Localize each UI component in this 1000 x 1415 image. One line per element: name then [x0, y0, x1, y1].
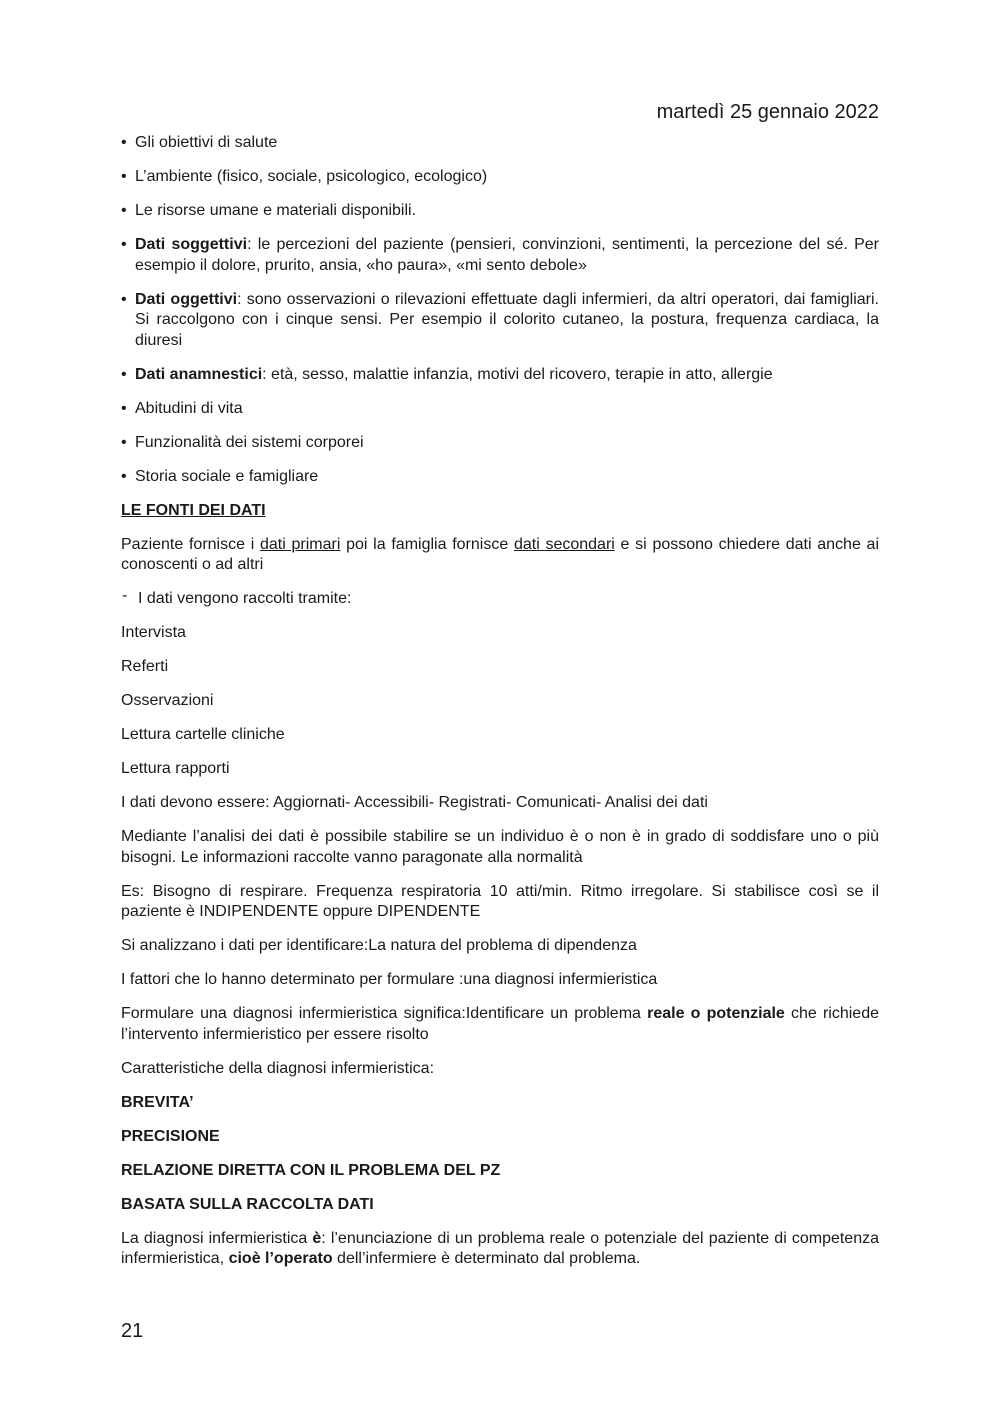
bullet-text: : sono osservazioni o rilevazioni effettuate dagli infermieri, da altri operatori, dai famigliari. Si raccolgono con i cinque sensi. Per esempio il colorito cutaneo, la postura, frequenza cardiaca, la diuresi [135, 290, 879, 349]
paragraph [121, 1004, 879, 1045]
method-item: Lettura cartelle cliniche [121, 726, 285, 743]
text-run: dell’infermiere è determinato dal problema. [332, 1250, 641, 1267]
bold-term: reale o potenziale [647, 1005, 785, 1022]
paragraph: I fattori che lo hanno determinato per formulare :una diagnosi infermieristica [121, 971, 658, 988]
paragraph: Caratteristiche della diagnosi infermieristica: [121, 1059, 435, 1077]
paragraph [121, 535, 879, 576]
bullet-item: • Storia sociale e famigliare [121, 467, 879, 488]
characteristic-item: BASATA SULLA RACCOLTA DATI [121, 1195, 374, 1213]
method-item: Osservazioni [121, 692, 214, 709]
bold-term: è [312, 1229, 322, 1247]
underlined-term: dati primari [260, 535, 341, 553]
bold-term: Dati oggettivi [135, 290, 238, 308]
text-run: che richiede l’intervento infermieristico per essere risolto [121, 1005, 879, 1043]
bullet-item: • Abitudini di vita [121, 399, 879, 420]
text-run: poi la famiglia fornisce [340, 535, 514, 553]
bullet-item: • Funzionalità dei sistemi corporei [121, 433, 879, 454]
paragraph: I dati devono essere: Aggiornati- Accessibili- Registrati- Comunicati- Analisi dei dati [121, 794, 708, 811]
page-date: martedì 25 gennaio 2022 [656, 101, 879, 123]
underlined-term: dati secondari [513, 535, 615, 553]
bold-term: cioè l’operato [228, 1250, 333, 1267]
bold-term: Dati soggettivi [135, 236, 248, 253]
text-run: Formulare una diagnosi infermieristica significa:Identificare un problema [121, 1005, 648, 1022]
characteristic-item: PRECISIONE [121, 1127, 220, 1145]
paragraph: Si analizzano i dati per identificare:La natura del problema di dipendenza [121, 937, 637, 954]
bold-term: Dati anamnestici [135, 365, 263, 383]
page-content [121, 133, 879, 1283]
bullet-text: : le percezioni del paziente (pensieri, convinzioni, sentimenti, la percezione del sé. Per esempio il dolore, prurito, ansia, «ho paura», «mi sento debole» [135, 236, 880, 274]
text-run: e si possono chiedere dati anche ai conoscenti o ad altri [121, 535, 880, 573]
bullet-item: • Le risorse umane e materiali disponibili. [121, 201, 879, 222]
bullet-item-dati-oggettivi [121, 290, 879, 352]
bullet-item-dati-anamnestici [121, 365, 879, 386]
bullet-item-dati-soggettivi [121, 235, 879, 276]
paragraph: Mediante l’analisi dei dati è possibile stabilire se un individuo è o non è in grado di soddisfare uno o più bisogni. Le informazioni raccolte vanno paragonate alla normalità [121, 828, 879, 866]
method-item: Intervista [121, 624, 186, 641]
paragraph: Es: Bisogno di respirare. Frequenza respiratoria 10 atti/min. Ritmo irregolare. Si stabilisce così se il paziente è INDIPENDENTE oppure DIPENDENTE [121, 882, 879, 920]
method-item: Lettura rapporti [121, 760, 230, 777]
dash-item: - I dati vengono raccolti tramite: [121, 589, 879, 610]
method-item: Referti [121, 658, 169, 675]
page-number: 21 [121, 1320, 144, 1342]
bullet-text: : età, sesso, malattie infanzia, motivi del ricovero, terapie in atto, allergie [262, 365, 773, 383]
section-heading: LE FONTI DEI DATI [121, 501, 266, 519]
paragraph [121, 1229, 879, 1270]
text-run: : l’enunciazione di un problema reale o potenziale del paziente di competenza infermieristica, [121, 1229, 879, 1267]
bullet-item: • L’ambiente (fisico, sociale, psicologico, ecologico) [121, 167, 879, 188]
bullet-item: • Gli obiettivi di salute [121, 133, 879, 154]
text-run: Paziente fornisce i [121, 535, 260, 553]
characteristic-item: RELAZIONE DIRETTA CON IL PROBLEMA DEL PZ [121, 1161, 501, 1179]
characteristic-item: BREVITA’ [121, 1093, 194, 1111]
text-run: La diagnosi infermieristica [121, 1229, 313, 1247]
